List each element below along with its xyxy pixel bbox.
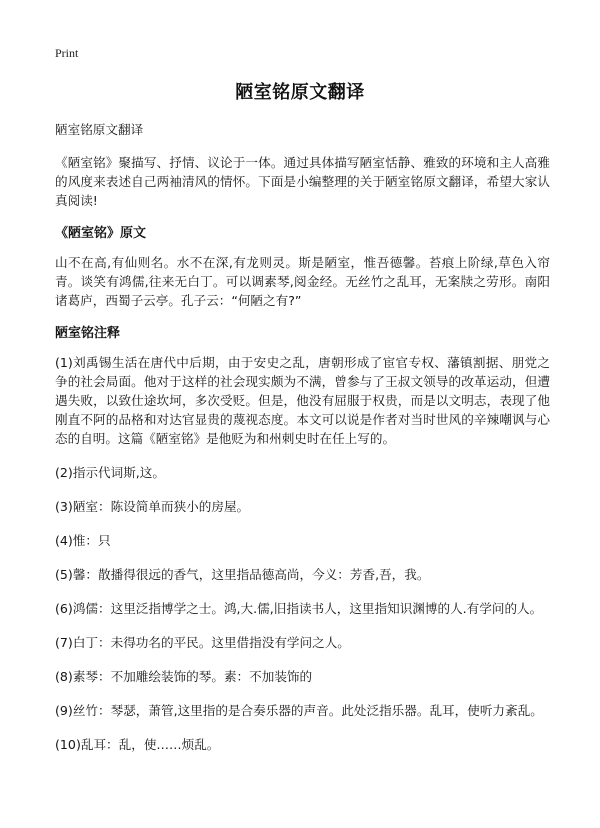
page-title: 陋室铭原文翻译 <box>235 82 365 103</box>
note-item: (1)刘禹锡生活在唐代中后期，由于安史之乱，唐朝形成了宦官专权、藩镇割据、朋党之争的社会局面。他对于这样的社会现实颇为不满，曾参与了王叔文领导的改革运动，但遭遇失败，以致仕途坎坷，多次受贬。但是，他没有屈服于权贵，而是以文明志，表现了他刚直不阿的品格和对达官显贵的蔑视态度。本文可以说是作者对当时世风的辛辣嘲讽与心态的自明。这篇《陋室铭》是他贬为和州刺史时在任上写的。 <box>55 355 550 446</box>
note-item: (9)丝竹：琴瑟，萧管,这里指的是合奏乐器的声音。此处泛指乐器。乱耳，使听力紊乱。 <box>55 703 543 718</box>
note-item: (4)惟：只 <box>55 533 111 548</box>
original-heading: 《陋室铭》原文 <box>55 226 147 241</box>
notes-heading: 陋室铭注释 <box>55 326 121 341</box>
note-item: (2)指示代词斯,这。 <box>55 465 165 480</box>
article-subtitle: 陋室铭原文翻译 <box>55 122 144 137</box>
print-label: Print <box>55 46 79 60</box>
original-text: 山不在高,有仙则名。水不在深,有龙则灵。斯是陋室，惟吾德馨。苔痕上阶绿,草色入帘青。谈笑有鸿儒,往来无白丁。可以调素琴,阅金经。无丝竹之乱耳，无案牍之劳形。南阳诸葛庐，西蜀子云亭。孔子云：“何陋之有?” <box>55 255 550 308</box>
note-item: (10)乱耳：乱，使……烦乱。 <box>55 737 220 752</box>
note-item: (6)鸿儒：这里泛指博学之士。鸿,大.儒,旧指读书人，这里指知识渊博的人.有学问的人。 <box>55 601 543 616</box>
note-item: (8)素琴：不加雕绘装饰的琴。素：不加装饰的 <box>55 669 313 684</box>
notes-list <box>55 353 550 754</box>
note-item: (5)馨：散播得很远的香气，这里指品德高尚，今义：芳香,吾，我。 <box>55 567 430 582</box>
note-item: (7)白丁：未得功名的平民。这里借指没有学问之人。 <box>55 635 350 650</box>
note-item: (3)陋室：陈设简单而狭小的房屋。 <box>55 499 250 514</box>
article-body <box>55 120 550 769</box>
intro-paragraph: 《陋室铭》聚描写、抒情、议论于一体。通过具体描写陋室恬静、雅致的环境和主人高雅的风度来表述自己两袖清风的情怀。下面是小编整理的关于陋室铭原文翻译，希望大家认真阅读! <box>55 155 550 208</box>
